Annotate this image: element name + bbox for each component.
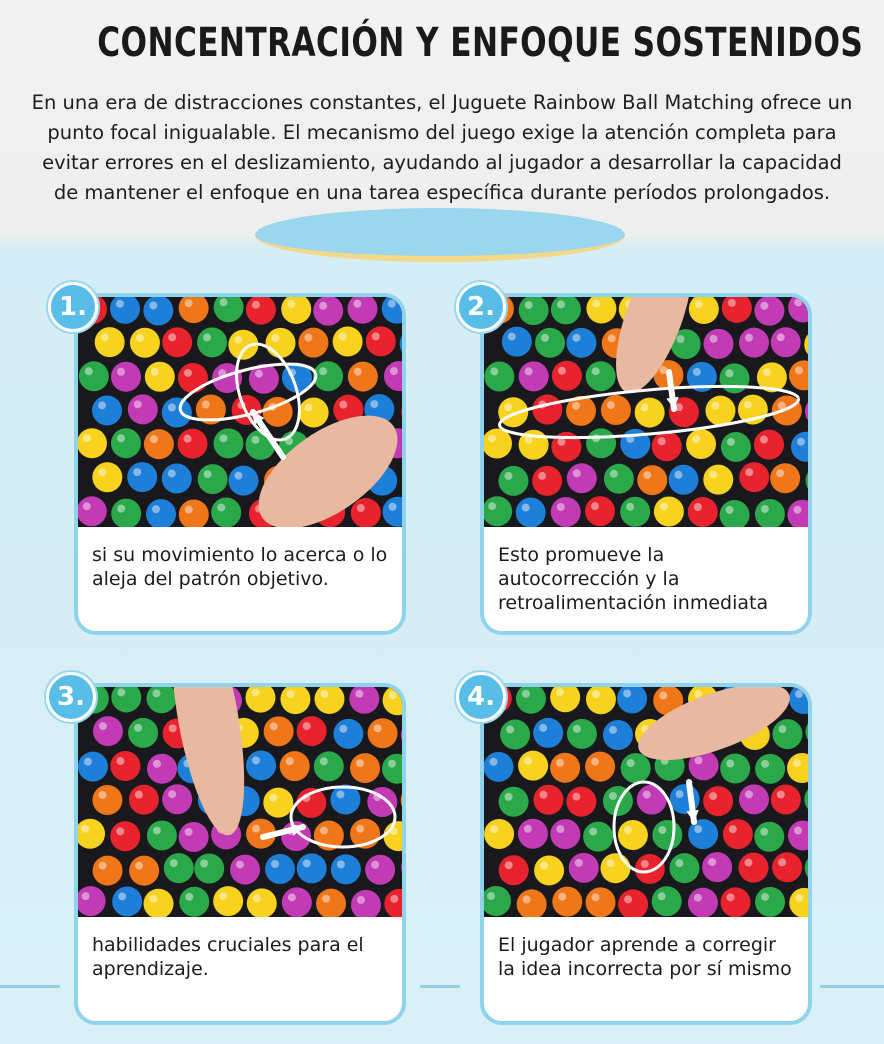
decorative-oval — [255, 208, 625, 262]
step-badge-3: 3. — [46, 672, 96, 722]
step-caption-1: si su movimiento lo acerca o lo aleja del patrón objetivo. — [92, 544, 388, 590]
step-caption-2: Esto promueve la autocorrección y la retroalimentación inmediata — [498, 544, 769, 614]
step-photo-3 — [78, 687, 402, 917]
step-photo-2 — [484, 297, 808, 527]
page-title: CONCENTRACIÓN Y ENFOQUE SOSTENIDOS — [97, 20, 864, 66]
step-caption-4: El jugador aprende a corregir la idea incorrecta por sí mismo — [498, 934, 792, 980]
step-badge-1: 1. — [48, 282, 98, 332]
decorative-dash — [420, 985, 460, 988]
step-photo-1 — [78, 297, 402, 527]
step-badge-2: 2. — [456, 282, 506, 332]
step-badge-4: 4. — [456, 672, 506, 722]
step-photo-4 — [484, 687, 808, 917]
step-card-2 — [480, 293, 812, 635]
step-card-1 — [74, 293, 406, 635]
intro-paragraph: En una era de distracciones constantes, el Juguete Rainbow Ball Matching ofrece un punto focal inigualable. El mecanismo del juego exige la atención completa para evitar errores en el deslizamiento, ayudando al jugador a desarrollar la capacidad de mantener el enfoque en una tarea específica durante períodos prolongados. — [31, 91, 853, 204]
decorative-dash — [820, 985, 884, 988]
step-card-4 — [480, 683, 812, 1025]
step-card-3 — [74, 683, 406, 1025]
step-caption-3: habilidades cruciales para el aprendizaje. — [92, 934, 364, 980]
decorative-dash — [0, 985, 60, 988]
